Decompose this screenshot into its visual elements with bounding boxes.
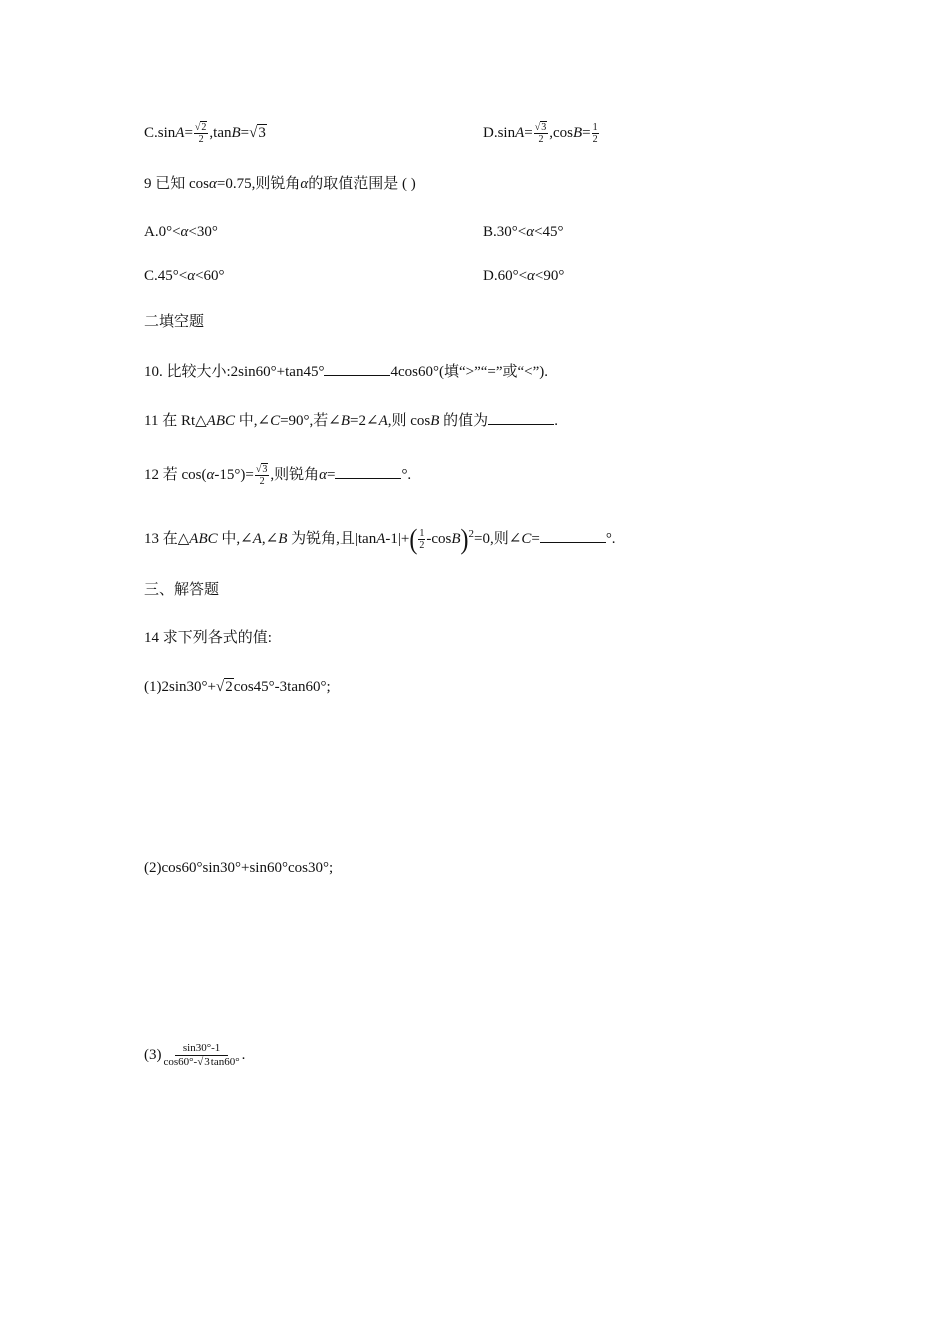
q9-stem-pre: 9 已知 cos [144,176,209,192]
q11-answer-blank[interactable] [488,410,554,425]
q10-answer-blank[interactable] [324,361,390,376]
q13-a: A [252,531,262,547]
q12-post1: ,则锐角 [270,467,320,483]
q13-two: 2 [419,540,425,552]
q11-post: 的值为 [439,413,489,429]
q10-pre: 10. 比较大小:2sin60°+tan45° [144,364,325,380]
q10-post: 4cos60°(填“>”“=”或“<”). [390,364,549,380]
q9-d-alpha: α [527,268,535,284]
q9-alpha-2: α [300,176,309,192]
q13-a2: A [376,531,386,547]
q8-d-fraction-2 [592,122,599,145]
q11 [144,410,558,431]
q12-alpha2: α [319,467,327,483]
q9-stem-post: 的取值范围是 ( ) [308,176,416,192]
q9-a-alpha: α [180,224,189,240]
q13-fraction [418,528,425,551]
q9-a-pre: A.0°< [144,224,181,240]
q14-p3-den-pre: cos60°- [163,1056,198,1068]
q8-d-den-2: 2 [592,134,598,145]
q12-alpha: α [206,467,215,483]
q9-c-alpha: α [187,268,196,284]
q13-b2: B [451,531,461,547]
q12-answer-blank[interactable] [335,464,401,479]
q11-abc: ABC [206,413,235,429]
q8-c-sqrt2: 2 [201,122,207,133]
q8-d-den-1: 2 [538,134,544,145]
q14-p3-end: . [241,1046,246,1063]
q13-mid1: 中,∠ [217,531,253,547]
q13-post2: = [531,531,540,547]
q14-p3-fraction [163,1042,241,1069]
q11-mid3: =2∠ [350,413,379,429]
q8-d-mid: ,cos [549,124,573,141]
q8-d-sqrt3: 3 [541,122,547,133]
q9-b-post: <45° [534,224,564,240]
q9-c-post: <60° [195,268,225,284]
q13-mid2: ,∠ [261,531,279,547]
q13-cos: -cos [426,531,452,547]
q14-part-2: (2)cos60°sin30°+sin60°cos30°; [144,860,334,876]
q12-sqrt3: 3 [262,464,268,476]
q9-a-post: <30° [188,224,218,240]
q13 [144,523,616,556]
q9-b-pre: B.30°< [483,224,527,240]
q13-end: °. [605,531,616,547]
q9-d-post: <90° [534,268,565,284]
q14-part-3 [144,1042,245,1069]
q8-d-one: 1 [592,122,598,133]
q14-p3-den-post: tan60° [210,1056,240,1068]
q14-part-1: (1)2sin30°+√2cos45°-3tan60°; [144,679,331,695]
q13-c: C [521,531,532,547]
q12-pre: 12 若 cos( [144,467,207,483]
q12-mid: -15°)= [214,467,254,483]
q9-option-a [144,222,218,242]
q14-p3-pre: (3) [144,1046,162,1063]
q14-stem: 14 求下列各式的值: [144,630,272,646]
q13-square: 2 [468,528,475,540]
q12 [144,464,411,487]
q8-d-prefix: D.sin [483,124,516,141]
q9-stem [144,174,416,194]
q8-c-mid: ,tan [209,124,232,141]
q14-p3-denominator: cos60°-√3tan60° [163,1056,240,1068]
q11-b2: B [430,413,440,429]
q8-option-d: D.sinA= $\frac{√3}{2}$ ,cosB= $\frac{1}{2}$ [483,122,598,145]
q13-abc: ABC [189,531,218,547]
q12-post2: = [326,467,336,483]
q13-b: B [278,531,288,547]
q9-b-alpha: α [526,224,535,240]
q8-c-sqrt3: 3 [258,124,266,141]
q11-mid4: ,则 cos [387,413,431,429]
q11-mid2: =90°,若∠ [280,413,341,429]
q13-one: 1 [419,528,425,540]
q8-d-angle-b: B [572,124,583,141]
q13-right-paren: ) [460,523,469,556]
q9-c-pre: C.45°< [144,268,188,284]
section-2-title: 二填空题 [144,314,205,330]
q13-answer-blank[interactable] [540,528,606,543]
q14-p1-sqrt: 2 [225,679,233,695]
q11-pre: 11 在 Rt△ [144,413,207,429]
q12-end: °. [401,467,412,483]
q9-option-c [144,266,225,286]
q8-d-fraction-1: $\frac{√3}{2}$ [534,122,547,145]
q14-p1-post: cos45°-3tan60°; [233,679,331,695]
q11-c: C [270,413,281,429]
q9-option-b [483,222,564,242]
q14-p3-numerator: sin30°-1 [175,1042,228,1056]
q13-post1: =0,则∠ [474,531,522,547]
q11-mid1: 中,∠ [235,413,271,429]
q8-c-prefix: C.sin [144,124,176,141]
q9-option-d [483,266,564,286]
q11-end: . [554,413,558,429]
q14-p3-den-sqrt: 3 [204,1056,210,1068]
q13-mid4: -1|+ [385,531,410,547]
q8-c-den: 2 [198,134,204,145]
q12-den: 2 [259,476,265,488]
q13-left-paren: ( [409,523,418,556]
q9-alpha-1: α [209,176,217,192]
q8-c-angle-b: B [231,124,241,141]
q10 [144,361,548,382]
q8-c-angle-a: A [175,124,185,141]
section-3-title: 三、解答题 [144,582,220,598]
q9-stem-mid: =0.75,则锐角 [216,176,301,192]
q12-fraction: $\frac{√3}{2}$ [255,464,268,488]
q13-mid3: 为锐角,且|tan [287,531,377,547]
q14-p1-pre: (1)2sin30°+ [144,679,216,695]
q8-c-fraction: $\frac{√2}{2}$ [194,122,207,145]
q9-d-pre: D.60°< [483,268,528,284]
q8-option-c: C.sinA= $\frac{√2}{2}$ ,tanB=√3 [144,122,266,145]
q11-a: A [378,413,388,429]
q11-b: B [340,413,351,429]
q13-pre: 13 在△ [144,531,190,547]
q8-d-angle-a: A [515,124,525,141]
